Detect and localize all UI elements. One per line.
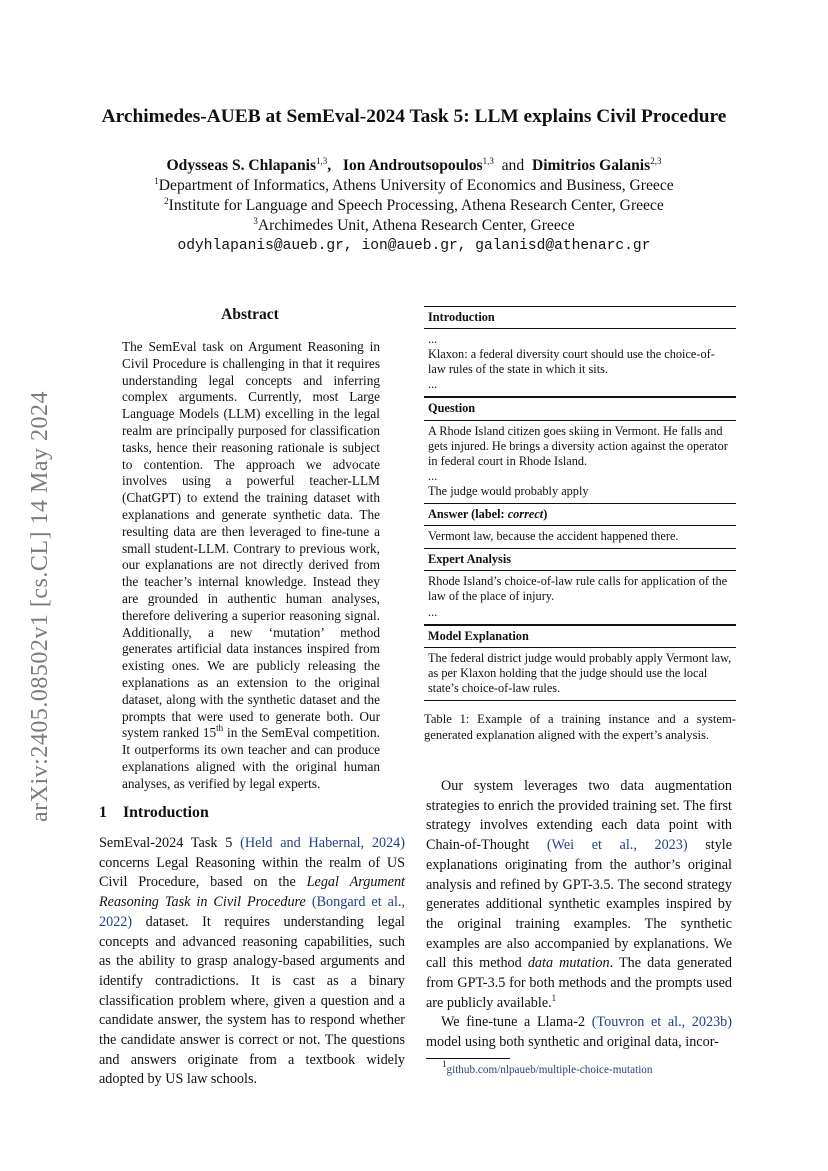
abstract-heading: Abstract: [221, 306, 279, 323]
author-block: [40, 156, 788, 256]
abstract-ordinal: th: [216, 723, 224, 734]
answer-heading-text: Answer (label:: [428, 507, 508, 522]
table-line: ...: [428, 332, 438, 347]
affiliation-1: [40, 176, 788, 196]
affiliation-3-text: Archimedes Unit, Athena Research Center, Greece: [257, 217, 575, 234]
footnote: [442, 1059, 653, 1076]
answer-heading-close: ): [543, 507, 548, 522]
table-question-heading: Question: [424, 397, 736, 420]
section-title: Introduction: [123, 804, 209, 821]
table-expert-body: [424, 571, 736, 624]
intro-text: concerns Legal Reasoning within the realm of US Civil Procedure, based on the: [99, 854, 405, 891]
author-2-affil: 1,3: [482, 156, 494, 166]
footnote-link[interactable]: github.com/nlpaueb/multiple-choice-mutation: [446, 1064, 653, 1076]
table-line: Rhode Island’s choice-of-law rule calls for application of the law of the place of injury.: [428, 574, 728, 604]
footnote-mark: 1: [442, 1059, 447, 1069]
table-model-body: [424, 648, 736, 700]
table-answer-body: [424, 526, 736, 548]
arxiv-side-identifier: [22, 356, 58, 856]
example-table: [424, 306, 736, 701]
affiliation-3-mark: 3: [253, 216, 258, 226]
affiliation-1-text: Department of Informatics, Athens University of Economics and Business, Greece: [158, 177, 674, 194]
table-answer-heading: [424, 503, 736, 526]
citation-link[interactable]: (Bongard et al., 2022): [99, 894, 405, 930]
affiliation-2-mark: 2: [164, 196, 169, 206]
section-heading: [99, 804, 209, 822]
table-line: A Rhode Island citizen goes skiing in Vermont. He falls and gets injured. He brings a diversity action against the operator in federal court in Rhode Island.: [428, 423, 728, 468]
table-caption: Table 1: Example of a training instance and a system-generated explanation aligned with the expert’s analysis.: [424, 712, 736, 742]
paper-title: Archimedes-AUEB at SemEval-2024 Task 5: LLM explains Civil Procedure: [101, 106, 727, 127]
table-model-heading: Model Explanation: [424, 625, 736, 648]
author-emails: odyhlapanis@aueb.gr, ion@aueb.gr, galanisd@athenarc.gr: [177, 238, 651, 254]
affiliation-3: [40, 216, 788, 236]
intro-text: SemEval-2024 Task 5: [99, 835, 241, 851]
introduction-paragraph: [99, 834, 405, 1090]
author-1-affil: 1,3: [316, 156, 328, 166]
affiliation-1-mark: 1: [154, 176, 159, 186]
table-line: Klaxon: a federal diversity court should use the choice-of-law rules of the state in which it sits.: [428, 347, 715, 377]
author-line: Odysseas S. Chlapanis$^{1,3}$, Ion Androutsopoulos$^{1,3}$ and Dimitrios Galanis$^{2,3}$: [166, 156, 662, 174]
body-text: model using both synthetic and original data, incor-: [426, 1034, 719, 1051]
paragraph: [426, 777, 732, 1013]
affiliation-2-text: Institute for Language and Speech Processing, Athena Research Center, Greece: [168, 197, 664, 214]
abstract-body: The SemEval task on Argument Reasoning in Civil Procedure is challenging in that it requires understanding legal concepts and inferring complex arguments. Currently, most Large Language Models (LLM) excelling in the legal realm are principally purposed for classification tasks, hence their reasoning rationale is subject to contention. The approach we advocate involves using a powerful teacher-LLM (ChatGPT) to extend the training dataset with explanations and generate synthetic data. The resulting data are then leveraged to fine-tune a small student-LLM. Contrary to previous work, our explanations are not directly derived from the teacher’s internal knowledge. Instead they are grounded in authentic human analyses, therefore delivering a superior reasoning signal. Additionally, a new ‘mutation’ method generates artificial data instances inspired from existing ones. We are publicly releasing the explanations as an extension to the original dataset, along with the synthetic dataset and the prompts that were used to generate both. Our system ranked 15: [122, 339, 380, 741]
body-text: We fine-tune a Llama-2: [441, 1014, 592, 1031]
author-3: Dimitrios Galanis: [531, 157, 651, 174]
author-2: Ion Androutsopoulos: [342, 157, 483, 174]
table-expert-heading: Expert Analysis: [424, 548, 736, 571]
table-question-body: [424, 421, 736, 503]
body-text: Our system leverages two data augmentation strategies to enrich the provided training set. The first strategy involves extending each data point with Chain-of-Thought: [426, 778, 732, 854]
body-text: . The data generated from GPT-3.5 for both methods and the prompts used are publicly available.: [426, 955, 732, 1011]
body-text: style explanations originating from the author’s original analysis and refined by GPT-3.5. The second strategy generates additional synthetic examples inspired by the original training examples. The synthetic examples are also accompanied by explanations. We call this method: [426, 837, 733, 972]
author-3-affil: 2,3: [650, 156, 662, 166]
footnote-reference[interactable]: 1: [551, 992, 557, 1003]
table-introduction-body: [424, 329, 736, 397]
answer-label: correct: [507, 507, 544, 522]
citation-link[interactable]: (Touvron et al., 2023b): [591, 1014, 732, 1031]
table-introduction-heading: Introduction: [424, 306, 736, 329]
abstract-text: [122, 339, 380, 793]
affiliation-2: [40, 196, 788, 216]
table-line: ...: [428, 377, 438, 392]
table-line: ...: [428, 468, 438, 483]
citation-link[interactable]: (Held and Habernal, 2024): [240, 835, 405, 851]
intro-text: dataset. It requires understanding legal concepts and advanced reasoning capabilities, such as the ability to grasp analogy-based arguments and identify contradictions. It is cast as a binary classification problem where, given a question and a candidate answer, the system has to respond whether the candidate answer is correct or not. The questions and answers originate from a textbook widely adopted by US law schools.: [99, 913, 405, 1088]
footnote-rule: [426, 1058, 510, 1059]
arxiv-id-text: arXiv:2405.08502v1 [cs.CL] 14 May 2024: [26, 390, 53, 822]
right-column-text: [426, 777, 732, 1053]
table-bottom-rule: [424, 700, 736, 701]
table-line: The federal district judge would probably apply Vermont law, as per Klaxon holding that the judge should use the local state’s choice-of-law rules.: [428, 650, 732, 695]
citation-link[interactable]: (Wei et al., 2023): [546, 837, 688, 854]
section-number: 1: [99, 804, 107, 821]
table-line: The judge would probably apply: [428, 483, 589, 498]
author-conjunction: and: [501, 157, 525, 174]
dataset-name: Legal Argument Reasoning Task in Civil Procedure: [99, 874, 405, 911]
paragraph: [426, 1013, 732, 1052]
author-1: Odysseas S. Chlapanis: [166, 157, 317, 174]
table-line: ...: [428, 604, 438, 619]
method-name: data mutation: [527, 955, 610, 972]
table-line: Vermont law, because the accident happened there.: [428, 529, 679, 544]
abstract-body-end: in the SemEval competition. It outperforms its own teacher and can produce explanations aligned with the original human analyses, as verified by legal experts.: [122, 725, 380, 791]
